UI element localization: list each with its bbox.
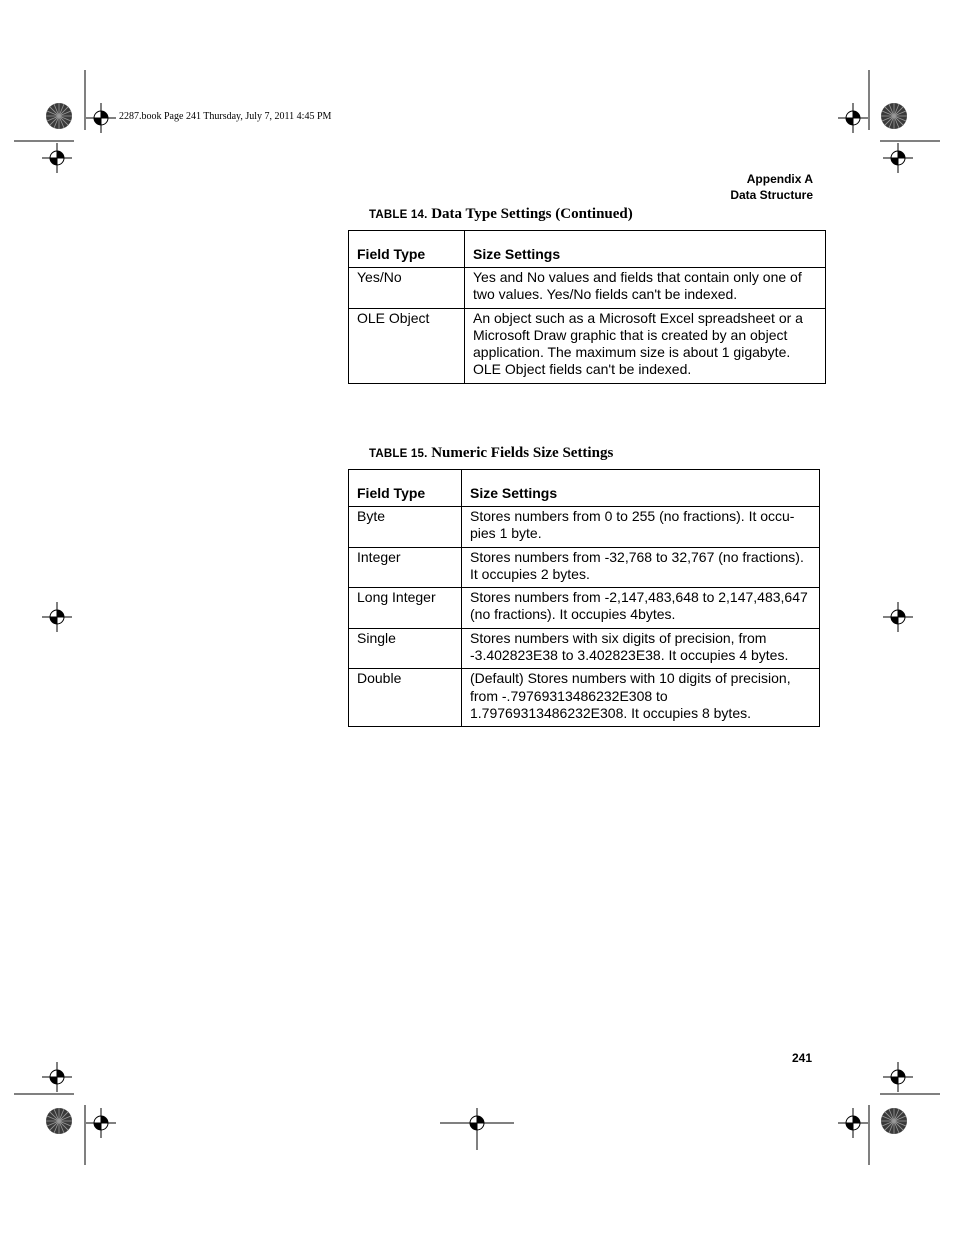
column-header-field-type: Field Type [349,231,465,268]
running-head-section: Data Structure [730,188,813,202]
running-head-chapter: Appendix A [746,172,813,186]
table-15-label: TABLE 15. [369,448,428,460]
column-header-size-settings: Size Settings [465,231,826,268]
size-settings-cell: Stores numbers with six digits of precision, from -3.402823E38 to 3.402823E38. It occupies 4 bytes. [462,628,820,669]
registration-target-icon [883,602,913,632]
star-target-icon [880,1107,908,1135]
size-settings-cell: Stores numbers from 0 to 255 (no fractions). It occu-pies 1 byte. [462,507,820,548]
field-type-cell: OLE Object [349,308,465,383]
registration-target-icon [42,1062,72,1092]
registration-target-icon [440,1108,514,1150]
registration-target-icon [86,1108,116,1138]
field-type-cell: Integer [349,547,462,588]
field-type-cell: Byte [349,507,462,548]
table-14-title: Data Type Settings (Continued) [431,206,633,222]
field-type-cell: Long Integer [349,588,462,629]
print-slug: 2287.book Page 241 Thursday, July 7, 2011 4:45 PM [119,111,332,122]
table-14-label: TABLE 14. [369,209,428,221]
size-settings-cell: (Default) Stores numbers with 10 digits of precision, from -.79769313486232E308 to 1.79769313486232E308. It occupies 8 bytes. [462,669,820,727]
column-header-size-settings: Size Settings [462,470,820,507]
field-type-cell: Single [349,628,462,669]
size-settings-cell: Yes and No values and fields that contain only one of two values. Yes/No fields can't be indexed. [465,268,826,309]
size-settings-cell: An object such as a Microsoft Excel spreadsheet or a Microsoft Draw graphic that is created by an object application. The maximum size is about 1 gigabyte. OLE Object fields can't be indexed. [465,308,826,383]
table-15-title: Numeric Fields Size Settings [431,445,614,461]
star-target-icon [880,102,908,130]
page-number: 241 [792,1051,813,1065]
registration-target-icon [86,103,116,133]
registration-target-icon [883,143,913,173]
registration-target-icon [838,103,868,133]
registration-target-icon [42,602,72,632]
size-settings-cell: Stores numbers from -32,768 to 32,767 (no fractions). It occupies 2 bytes. [462,547,820,588]
size-settings-cell: Stores numbers from -2,147,483,648 to 2,147,483,647 (no fractions). It occupies 4bytes. [462,588,820,629]
registration-target-icon [42,143,72,173]
column-header-field-type: Field Type [349,470,462,507]
star-target-icon [45,102,73,130]
field-type-cell: Double [349,669,462,727]
field-type-cell: Yes/No [349,268,465,309]
registration-target-icon [838,1108,868,1138]
star-target-icon [45,1107,73,1135]
registration-target-icon [883,1062,913,1092]
